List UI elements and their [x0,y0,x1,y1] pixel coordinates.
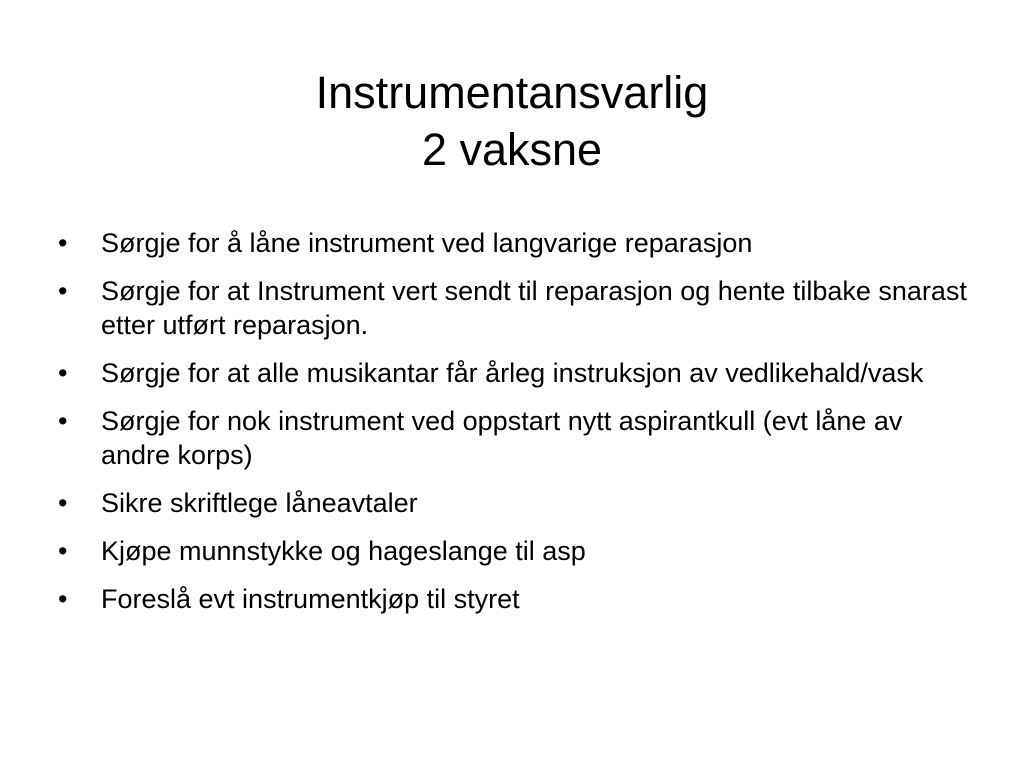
slide-title [0,64,1024,178]
bullet-marker: • [58,276,68,306]
bullet-item [58,534,978,568]
bullet-marker: • [58,406,68,436]
bullet-marker: • [58,488,68,518]
bullet-text: Sikre skriftlege låneavtaler [101,488,418,518]
bullet-marker: • [58,584,68,614]
bullet-marker: • [58,358,68,388]
title-line-1: Instrumentansvarlig [315,67,709,119]
title-line-2: 2 vaksne [421,124,603,176]
bullet-text: Sørgje for at Instrument vert sendt til reparasjon og hente tilbake snarast etter utført reparasjon. [101,276,967,340]
bullet-text: Sørgje for nok instrument ved oppstart nytt aspirantkull (evt låne av andre korps) [101,406,903,470]
bullet-list [58,226,978,630]
bullet-item [58,356,978,390]
bullet-text: Foreslå evt instrumentkjøp til styret [101,584,520,614]
bullet-text: Sørgje for at alle musikantar får årleg instruksjon av vedlikehald/vask [101,358,924,388]
bullet-item [58,404,978,472]
bullet-marker: • [58,228,68,258]
bullet-marker: • [58,536,68,566]
bullet-text: Kjøpe munnstykke og hageslange til asp [101,536,586,566]
bullet-item [58,226,978,260]
bullet-item [58,274,978,342]
bullet-item [58,582,978,616]
bullet-text: Sørgje for å låne instrument ved langvarige reparasjon [101,228,753,258]
bullet-item [58,486,978,520]
